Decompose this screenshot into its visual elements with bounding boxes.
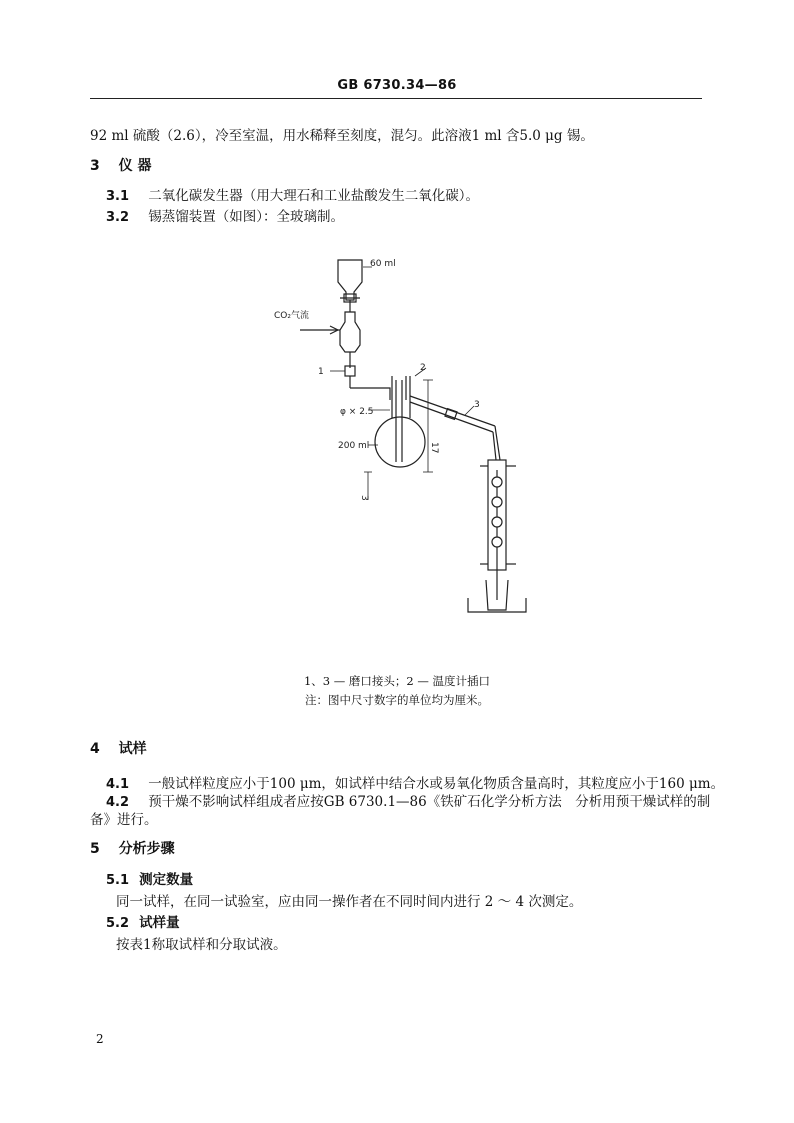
clause-4-1-text: 一般试样粒度应小于100 μm，如试样中结合水或易氧化物质含量高时，其粒度应小于160 μm。 — [148, 776, 725, 792]
figure-caption-line2: 注：图中尺寸数字的单位均为厘米。 — [305, 693, 489, 707]
clause-3-1 — [106, 184, 479, 204]
clause-5-2-heading — [106, 911, 180, 931]
label-joint-3: 3 — [474, 400, 480, 410]
clause-5-2-text: 按表1称取试样和分取试液。 — [116, 937, 287, 953]
section-5-number: 5 — [90, 841, 100, 857]
clause-4-2-text-line1: 预干燥不影响试样组成者应按GB 6730.1—86《铁矿石化学分析方法 分析用预干燥试样的制 — [148, 794, 711, 810]
page-header: GB 6730.34—86 — [337, 78, 457, 93]
label-diameter: φ × 2.5 — [340, 407, 374, 417]
clause-3-2-text: 锡蒸馏装置（如图）：全玻璃制。 — [148, 209, 345, 225]
clause-5-1-heading — [106, 868, 193, 888]
figure-caption-line1: 1、3 — 磨口接头；2 — 温度计插口 — [303, 674, 491, 688]
header-rule — [90, 98, 702, 99]
clause-5-1-title: 测定数量 — [139, 872, 194, 888]
clause-3-1-text: 二氧化碳发生器（用大理石和工业盐酸发生二氧化碳）。 — [148, 188, 480, 204]
section-4-number: 4 — [90, 741, 100, 757]
label-joint-1: 1 — [318, 367, 324, 377]
clause-4-2-text-line2: 备》进行。 — [90, 812, 158, 828]
clause-3-2 — [106, 205, 344, 225]
distillation-apparatus-figure — [260, 250, 560, 630]
label-thermometer-2: 2 — [420, 363, 426, 373]
section-3-title: 仪 器 — [118, 158, 152, 174]
intro-line: 92 ml 硫酸（2.6），冷至室温，用水稀释至刻度，混匀。此溶液1 ml 含5.0 μg 锡。 — [90, 128, 594, 144]
clause-3-1-number: 3.1 — [106, 189, 130, 204]
section-3-heading — [90, 155, 152, 175]
label-co2-flow: CO₂气流 — [274, 311, 309, 321]
clause-4-2 — [106, 790, 710, 810]
clause-4-1-number: 4.1 — [106, 777, 130, 792]
section-5-heading — [90, 838, 175, 858]
clause-5-2-title: 试样量 — [139, 915, 180, 931]
clause-4-2-number: 4.2 — [106, 795, 130, 810]
page-number: 2 — [96, 1032, 104, 1046]
clause-5-1-number: 5.1 — [106, 873, 130, 888]
label-200ml: 200 ml — [338, 441, 370, 451]
section-4-title: 试样 — [118, 741, 147, 757]
section-4-heading — [90, 738, 147, 758]
clause-5-2-number: 5.2 — [106, 916, 130, 931]
clause-4-1 — [106, 772, 724, 792]
label-60ml: 60 ml — [370, 259, 396, 269]
clause-5-1-text: 同一试样，在同一试验室，应由同一操作者在不同时间内进行 2 ～ 4 次测定。 — [116, 894, 583, 910]
clause-3-2-number: 3.2 — [106, 210, 130, 225]
label-dim-3: 3 — [359, 495, 369, 501]
label-dim-17: 17 — [429, 442, 439, 454]
section-3-number: 3 — [90, 158, 100, 174]
section-5-title: 分析步骤 — [118, 841, 175, 857]
